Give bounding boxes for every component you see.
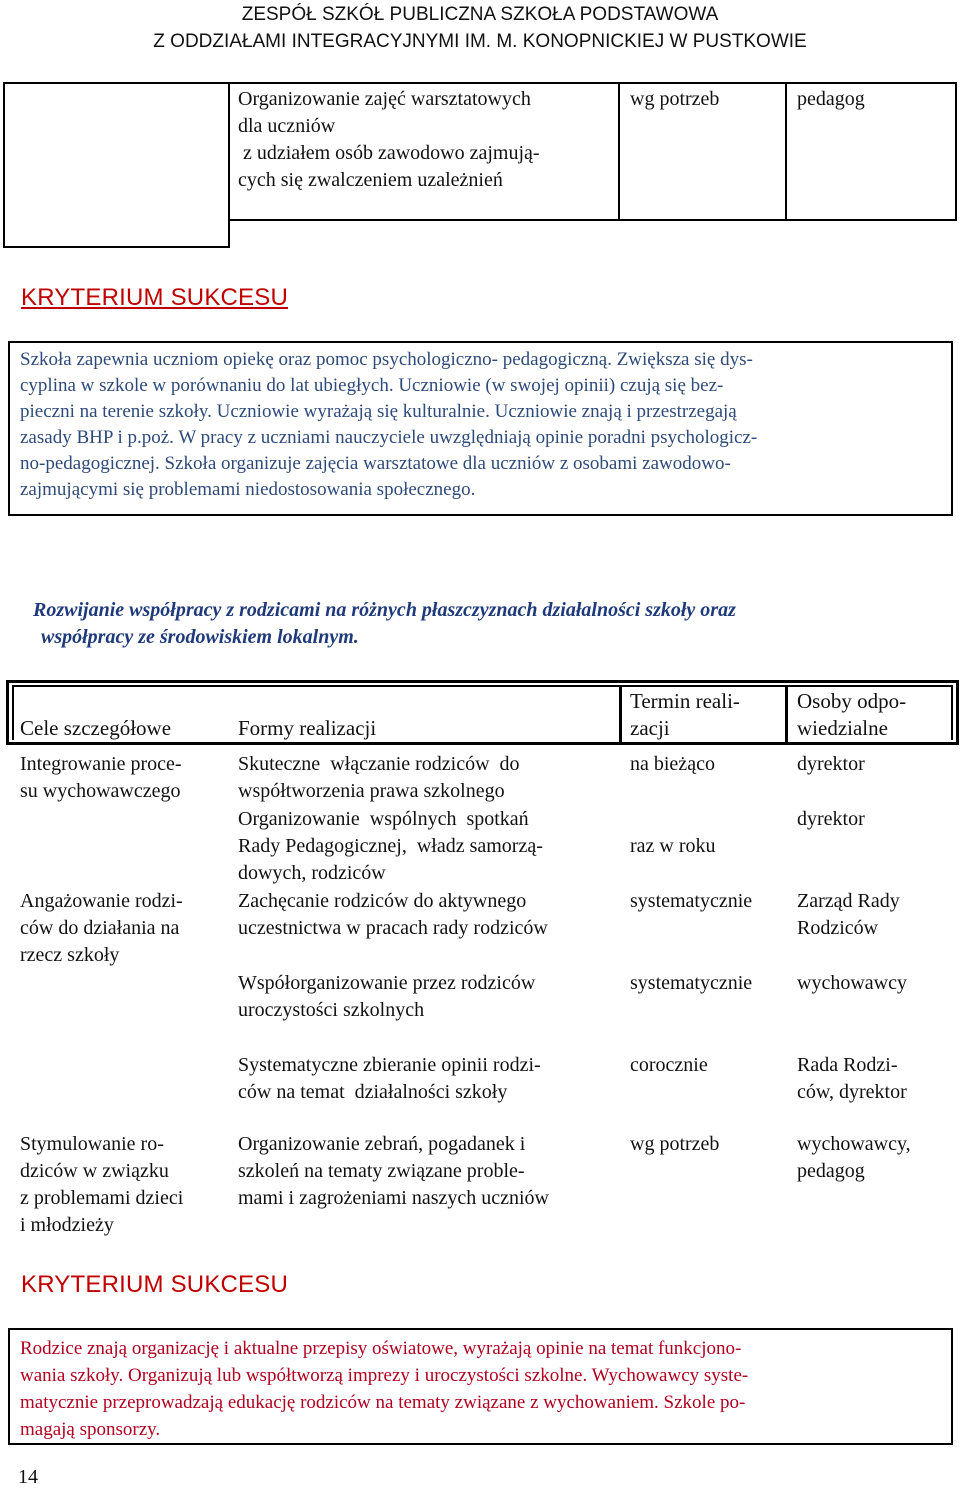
form-line: cych się zwalczeniem uzależnień bbox=[238, 169, 503, 191]
table1-term: wg potrzeb bbox=[630, 88, 720, 110]
goal-cell bbox=[20, 888, 183, 969]
form-line: uroczystości szkolnych bbox=[238, 999, 425, 1021]
success-criterion-box bbox=[8, 341, 953, 516]
person-line: Rada Rodzi- bbox=[797, 1054, 898, 1076]
person-line: pedagog bbox=[797, 1160, 865, 1182]
goal-line: Stymulowanie ro- bbox=[20, 1133, 164, 1155]
school-name-line1: ZESPÓŁ SZKÓŁ PUBLICZNA SZKOŁA PODSTAWOWA bbox=[241, 4, 719, 25]
term-cell: systematycznie bbox=[630, 972, 753, 994]
criterion-line: zasady BHP i p.poż. W pracy z uczniami nauczyciele uwzględniają opinie poradni psychologicz- bbox=[20, 427, 758, 448]
form-line: Systematyczne zbieranie opinii rodzi- bbox=[238, 1054, 541, 1076]
form-line: Współorganizowanie przez rodziców bbox=[238, 972, 536, 994]
term-cell: wg potrzeb bbox=[630, 1133, 720, 1155]
form-cell bbox=[238, 751, 520, 805]
criterion-line: wania szkoły. Organizują lub współtworzą imprezy i uroczystości szkolne. Wychowawcy syste- bbox=[20, 1365, 749, 1386]
person-line: wychowawcy, bbox=[797, 1133, 911, 1155]
form-line: uczestnictwa w pracach rady rodziców bbox=[238, 917, 548, 939]
criterion-line: matycznie przeprowadzają edukację rodziców na tematy związane z wychowaniem. Szkole po- bbox=[20, 1392, 746, 1413]
criterion-line: pieczni na terenie szkoły. Uczniowie wyrażają się kulturalnie. Uczniowie znają i przestrzegają bbox=[20, 401, 737, 422]
header-term-line1: Termin reali- bbox=[630, 689, 740, 713]
form-cell bbox=[238, 1052, 541, 1106]
table1-form-cell bbox=[238, 86, 618, 194]
form-line: mami i zagrożeniami naszych uczniów bbox=[238, 1187, 549, 1209]
form-line: Skuteczne włączanie rodziców do bbox=[238, 753, 520, 775]
form-line: Organizowanie wspólnych spotkań bbox=[238, 808, 529, 830]
goal-line: rzecz szkoły bbox=[20, 944, 120, 966]
person-cell: wychowawcy bbox=[797, 972, 907, 994]
goal-line: ców do działania na bbox=[20, 917, 180, 939]
term-cell: na bieżąco bbox=[630, 753, 715, 775]
criterion-line: Szkoła zapewnia uczniom opiekę oraz pomoc psychologiczno- pedagogiczną. Zwiększa się dys- bbox=[20, 349, 753, 370]
form-line: współtworzenia prawa szkolnego bbox=[238, 780, 505, 802]
form-line: dowych, rodziców bbox=[238, 862, 386, 884]
header-persons-line2: wiedzialne bbox=[797, 716, 888, 740]
term-cell: raz w roku bbox=[630, 835, 716, 857]
criterion-line: Rodzice znają organizację i aktualne przepisy oświatowe, wyrażają opinie na temat funkcjono- bbox=[20, 1338, 742, 1359]
form-line: ców na temat działalności szkoły bbox=[238, 1081, 508, 1103]
page-number: 14 bbox=[18, 1466, 38, 1488]
person-cell bbox=[797, 1052, 907, 1106]
header-forms: Formy realizacji bbox=[238, 716, 377, 740]
form-line: szkoleń na tematy związane proble- bbox=[238, 1160, 525, 1182]
form-line: Rady Pedagogicznej, władz samorzą- bbox=[238, 835, 543, 857]
person-cell: dyrektor bbox=[797, 808, 865, 830]
header-persons-line1: Osoby odpo- bbox=[797, 689, 907, 713]
form-line: dla uczniów bbox=[238, 115, 336, 137]
form-line: Organizowanie zebrań, pogadanek i bbox=[238, 1133, 526, 1155]
success-criterion-heading-2: KRYTERIUM SUKCESU bbox=[21, 1271, 289, 1298]
goal-cell bbox=[20, 751, 182, 805]
term-cell: corocznie bbox=[630, 1054, 708, 1076]
form-cell bbox=[238, 970, 535, 1024]
form-line: Organizowanie zajęć warsztatowych bbox=[238, 88, 531, 110]
goal-line: Integrowanie proce- bbox=[20, 753, 182, 775]
person-cell bbox=[797, 1131, 911, 1185]
success-criterion-box-2 bbox=[8, 1328, 953, 1445]
header-goals: Cele szczegółowe bbox=[20, 716, 172, 740]
criterion-line: no-pedagogicznej. Szkoła organizuje zajęcia warsztatowe dla uczniów z osobami zawodowo- bbox=[20, 453, 731, 474]
school-name-line2: Z ODDZIAŁAMI INTEGRACYJNYMI IM. M. KONOPNICKIEJ W PUSTKOWIE bbox=[153, 31, 807, 52]
person-line: ców, dyrektor bbox=[797, 1081, 907, 1103]
goal-cell bbox=[20, 1131, 183, 1239]
term-cell: systematycznie bbox=[630, 890, 753, 912]
success-criterion-heading: KRYTERIUM SUKCESU bbox=[21, 284, 289, 311]
person-line: Rodziców bbox=[797, 917, 879, 939]
criterion-line: cyplina w szkole w porównaniu do lat ubiegłych. Uczniowie (w swojej opinii) czują się bez- bbox=[20, 375, 724, 396]
person-line: Zarząd Rady bbox=[797, 890, 900, 912]
form-line: Zachęcanie rodziców do aktywnego bbox=[238, 890, 527, 912]
person-cell bbox=[797, 888, 900, 942]
goal-line: dziców w związku bbox=[20, 1160, 169, 1182]
form-line: z udziałem osób zawodowo zajmują- bbox=[238, 142, 540, 164]
goal-line: z problemami dzieci bbox=[20, 1187, 184, 1209]
goal-line: i młodzieży bbox=[20, 1214, 114, 1236]
criterion-line: magają sponsorzy. bbox=[20, 1419, 161, 1440]
goal-line: Angażowanie rodzi- bbox=[20, 890, 183, 912]
section-title-line1: Rozwijanie współpracy z rodzicami na różnych płaszczyznach działalności szkoły oraz bbox=[33, 599, 736, 621]
form-cell bbox=[238, 888, 548, 942]
form-cell bbox=[238, 1131, 549, 1212]
section-title-line2: współpracy ze środowiskiem lokalnym. bbox=[41, 626, 359, 648]
table1-person: pedagog bbox=[797, 88, 865, 110]
criterion-line: zajmującymi się problemami niedostosowania społecznego. bbox=[20, 479, 476, 500]
form-cell bbox=[238, 806, 543, 887]
person-cell: dyrektor bbox=[797, 753, 865, 775]
header-term-line2: zacji bbox=[630, 716, 670, 740]
goal-line: su wychowawczego bbox=[20, 780, 181, 802]
